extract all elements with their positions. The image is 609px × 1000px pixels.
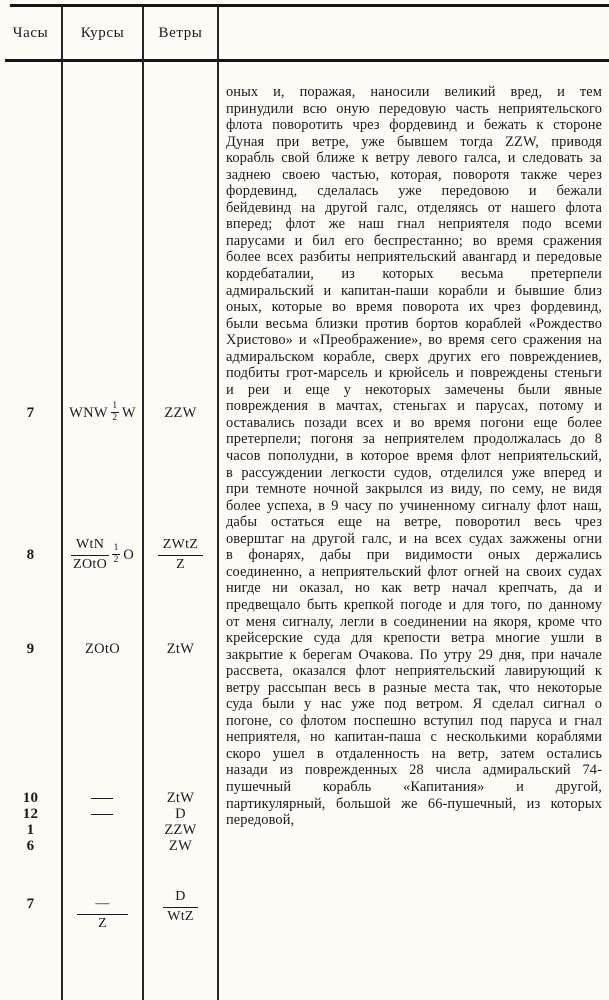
course-value: ZOtO	[84, 640, 121, 657]
wind-after: WtZ	[167, 908, 194, 924]
hour-value: 12	[22, 806, 39, 822]
wind-change-stack	[163, 889, 197, 924]
course-cell	[63, 402, 142, 424]
header-separator-rule	[5, 59, 609, 62]
hour-value: 10	[22, 790, 39, 806]
fraction-denominator: 2	[112, 412, 118, 423]
wind-value: ZtW	[166, 640, 195, 657]
course-after: Z	[98, 915, 107, 931]
course-fraction	[111, 402, 119, 423]
wind-cell	[144, 884, 217, 930]
hour-value: 6	[26, 838, 35, 854]
course-cell	[63, 894, 142, 934]
header-winds: Ветры	[158, 24, 203, 41]
hour-cell	[0, 806, 61, 823]
hour-cell	[0, 893, 61, 915]
wind-value: ZZW	[164, 404, 197, 421]
wind-cell	[144, 806, 217, 823]
hour-cell	[0, 838, 61, 855]
column-divider-hours-courses	[61, 7, 63, 1000]
fraction-denominator: 2	[113, 554, 119, 565]
hour-value: 7	[26, 895, 35, 912]
course-fraction	[112, 544, 120, 565]
header-hours: Часы	[12, 24, 49, 41]
fraction-numerator: 1	[113, 543, 119, 554]
wind-cell	[144, 822, 217, 839]
fraction-numerator: 1	[112, 401, 118, 412]
course-cell	[63, 533, 142, 577]
wind-value: ZtW	[166, 790, 195, 806]
course-value-suffix: O	[123, 546, 134, 563]
wind-change-stack	[158, 537, 203, 572]
header-courses: Курсы	[80, 24, 125, 41]
column-divider-winds-text	[217, 7, 219, 1000]
course-cell	[63, 790, 142, 807]
hour-cell	[0, 544, 61, 566]
wind-cell	[144, 790, 217, 807]
wind-value: D	[175, 806, 186, 822]
hour-value: 7	[26, 404, 35, 421]
wind-before: D	[175, 889, 186, 905]
wind-cell	[144, 402, 217, 424]
course-after: ZOtO	[73, 556, 108, 572]
hour-cell	[0, 402, 61, 424]
wind-cell	[144, 638, 217, 660]
hour-value: 8	[26, 546, 35, 563]
course-before: —	[95, 896, 110, 912]
wind-after: Z	[176, 556, 185, 572]
wind-value: ZW	[168, 838, 193, 854]
journal-narrative-text: оных и, поражая, наносили великий вред, и тем принудили всю оную передовую часть неприятельского флота поворотить чрез фордевинд и бежать к стороне Дуная при ветре, уже бывшем тогда ZZW, приводя корабль свой ближе к ветру левого галса, и следовать за заднею своею частью, которая, поворотя также через фордевинд, сделалась уже передовою и бежали бейдевинд на другой галс, отделяясь от нашего флота вперед; флот же наш гнал неприятеля подо всеми парусами и бил его беспрестанно; во время сражения более всех разбиты неприятельский авангард и передовые кордебаталии, из которых весьма претерпели адмиральский и капитан-паши корабли и бывшие близ оных, которые во время поворота их чрез фордевинд, были весьма близки против бортов кораблей «Рождество Христово» и «Преображение», во время сего сражения на адмиральском корабле, сверх других его повреждениев, подбиты грот-марсель и крюйсель и повреждены стеньги и реи и еще у некоторых замечены были явные повреждения в мачтах, стеньгах и парусах, потому и оставались позади всех и во время погони еще более претерпели; погоня за неприятелем продолжалась до 8 часов пополудни, в которое время флот неприятельский, в рассуждении легкости судов, отделился уже вперед и при темноте ночной закрылся из виду, по сему, не видя более успеха, в 9 часу по учиненному сигналу флот наш, дабы остаться еще на ветре, поворотил весь чрез оверштаг на другой галс, и на всех судах зажжены огни в фонарях, дабы при видимости оных держались соединенно, а неприятельский флот огней на своих судах нигде ни оказал, но как ветр начал крепчать, да и предвещало быть крепкой погоде и для того, по данному от меня сигналу, легли в соединении на якоря, кроме что крейсерские суда для крепости ветра многие ушли в закрытие к берегам Очакова. По утру 29 дня, при начале рассвета, оказался флот неприятельский лавирующий к ветру рассыпан весь в разные места так, что некоторые суда были у нас уже под ветром. Я сделал сигнал о погоне, со флотом поспешно вступил под паруса и гнал неприятеля, но капитан-паша с несколькими кораблями скоро ушел в отдаленность на ветр, затем остались назади из поврежденных 28 числа адмиральский 74-пушечный корабль «Капитания» и другой, партикулярный, большой же 66-пушечный, из которых передовой,	[226, 84, 602, 829]
hour-value: 9	[26, 640, 35, 657]
course-value: WNW	[69, 404, 108, 421]
course-change-stack	[77, 896, 127, 931]
course-ditto-dash: —	[91, 806, 114, 822]
table-top-border	[10, 4, 609, 7]
course-cell	[63, 638, 142, 660]
wind-before: ZWtZ	[162, 537, 199, 553]
course-before: WtN	[76, 537, 105, 553]
wind-cell	[144, 838, 217, 855]
wind-cell	[144, 535, 217, 575]
hour-value: 1	[26, 822, 35, 838]
hour-cell	[0, 638, 61, 660]
course-value-suffix: W	[121, 404, 136, 421]
hour-cell	[0, 790, 61, 807]
course-cell	[63, 806, 142, 823]
course-ditto-dash: —	[91, 790, 114, 806]
hour-cell	[0, 822, 61, 839]
course-change-stack	[71, 537, 109, 572]
wind-value: ZZW	[164, 822, 197, 838]
